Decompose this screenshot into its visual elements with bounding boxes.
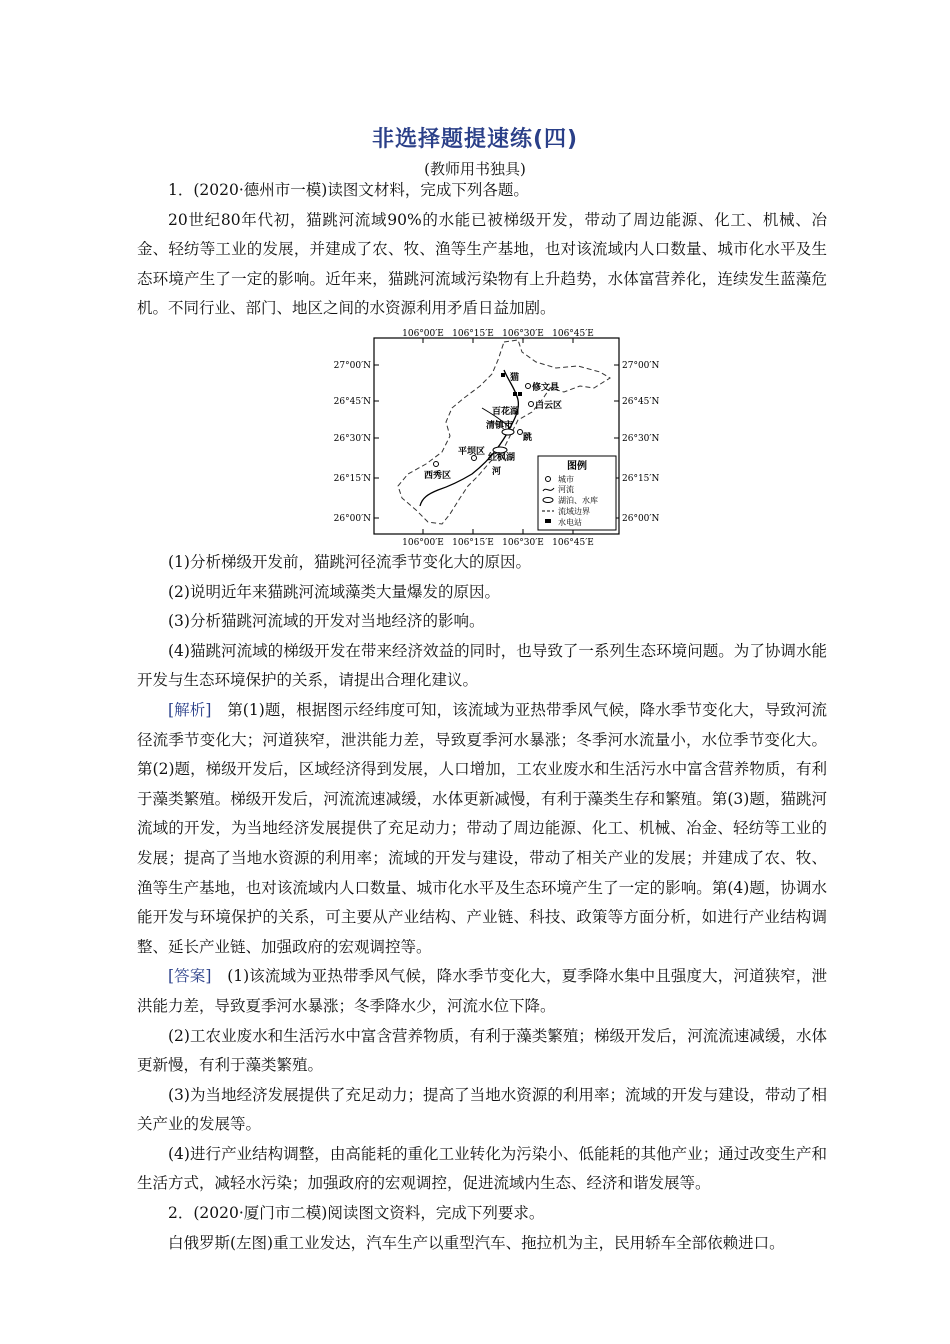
legend-lake-symbol [543, 498, 553, 503]
lat-right-label: 27°00′N [622, 361, 660, 371]
lon-bottom-label: 106°30′E [502, 538, 544, 548]
place-label: 西秀区 [424, 471, 452, 481]
place-label: 百花湖 [492, 407, 520, 417]
lon-top-label: 106°30′E [502, 329, 544, 339]
q2-heading: 2．(2020·厦门市二模)阅读图文资料，完成下列要求。 [168, 1204, 545, 1223]
lat-left-label: 26°45′N [333, 397, 371, 407]
q2-material: 白俄罗斯(左图)重工业发达，汽车生产以重型汽车、拖拉机为主，民用轿车全部依赖进口。 [168, 1233, 785, 1252]
q1-heading: 1．(2020·德州市一模)读图文材料，完成下列各题。 [168, 181, 529, 199]
question-item: (3)分析猫跳河流域的开发对当地经济的影响。 [168, 612, 485, 631]
legend-item: 河流 [558, 485, 574, 494]
place-label: 平坝区 [458, 447, 486, 457]
q1-intro-block [137, 176, 827, 324]
place-label: 跳 [523, 433, 533, 443]
hydro-station [513, 392, 517, 396]
map-legend [538, 456, 616, 530]
hydro-station [518, 392, 522, 396]
hydro-station [501, 373, 505, 377]
answer-item: (3)为当地经济发展提供了充足动力；提高了当地水资源的利用率；流域的开发与建设，带动了相关产业的发展等。 [137, 1085, 827, 1134]
answer-label: [答案] [168, 967, 212, 986]
legend-item: 城市 [558, 475, 574, 484]
legend-city-symbol [546, 477, 551, 482]
basin-map [332, 328, 672, 548]
lat-right-label: 26°45′N [622, 397, 660, 407]
analysis-text: 第(1)题，根据图示经纬度可知，该流域为亚热带季风气候，降水季节变化大，导致河流径流季节变化大；河道狭窄，泄洪能力差，导致夏季河水暴涨；冬季河水流量小，水位季节变化大。第(2)题，梯级开发后，区域经济得到发展，人口增加，工农业废水和生活污水中富含营养物质，有利于藻类繁殖。梯级开发后，河流流速减缓，水体更新减慢，有利于藻类生存和繁殖。第(3)题，猫跳河流域的开发，为当地经济发展提供了充足动力；带动了周边能源、化工、机械、冶金、轻纺等工业的发展；提高了当地水资源的利用率；流域的开发与建设，带动了相关产业的发展；并建成了农、牧、渔等生产基地，也对该流域内人口数量、城市化水平及生态环境产生了一定的影响。第(4)题，协调水能开发与环境保护的关系，可主要从产业结构、产业链、科技、政策等方面分析，如进行产业结构调整、延长产业链、加强政府的宏观调控等。 [137, 700, 827, 956]
legend-item: 流域边界 [558, 507, 590, 516]
analysis-paragraph [137, 696, 827, 962]
lon-bottom-label: 106°15′E [452, 538, 494, 548]
place-label: 清镇市 [486, 421, 514, 431]
answer-text: (1)该流域为亚热带季风气候，降水季节变化大，夏季降水集中且强度大，河道狭窄，泄洪能力差，导致夏季河水暴涨；冬季降水少，河流水位下降。 [137, 967, 827, 1015]
lon-top-label: 106°15′E [452, 329, 494, 339]
page-subtitle: (教师用书独具) [424, 160, 526, 178]
page-title: 非选择题提速练(四) [371, 127, 579, 152]
place-label: 白云区 [535, 401, 563, 411]
place-label: 河 [492, 467, 502, 477]
answer-item: (4)进行产业结构调整，由高能耗的重化工业转化为污染小、低能耗的其他产业；通过改变生产和生活方式，减轻水污染；加强政府的宏观调控，促进流域内生态、经济和谐发展等。 [137, 1144, 827, 1193]
place-label: 红枫湖 [488, 453, 516, 463]
place-label: 猫 [510, 373, 520, 383]
legend-hydro-symbol [545, 519, 551, 523]
answer-paragraph [137, 962, 827, 1021]
question-item: (4)猫跳河流域的梯级开发在带来经济效益的同时，也导致了一系列生态环境问题。为了协调水能开发与生态环境保护的关系，请提出合理化建议。 [137, 641, 827, 690]
lat-right-label: 26°15′N [622, 474, 660, 484]
q1-material: 20世纪80年代初，猫跳河流域90%的水能已被梯级开发，带动了周边能源、化工、机械、冶金、轻纺等工业的发展，并建成了农、牧、渔等生产基地，也对该流域内人口数量、城市化水平及生态环境产生了一定的影响。近年来，猫跳河流域污染物有上升趋势，水体富营养化，连续发生蓝藻危机。不同行业、部门、地区之间的水资源利用矛盾日益加剧。 [137, 210, 827, 318]
legend-title: 图例 [567, 461, 587, 472]
legend-item: 水电站 [558, 518, 582, 527]
question-item: (2)说明近年来猫跳河流域藻类大量爆发的原因。 [168, 582, 500, 601]
lat-left-label: 27°00′N [333, 361, 371, 371]
answer-item: (2)工农业废水和生活污水中富含营养物质，有利于藻类繁殖；梯级开发后，河流流速减缓，水体更新慢，有利于藻类繁殖。 [137, 1026, 827, 1075]
lat-right-label: 26°30′N [622, 434, 660, 444]
lon-top-label: 106°45′E [552, 329, 594, 339]
question-item: (1)分析梯级开发前，猫跳河径流季节变化大的原因。 [168, 553, 531, 571]
q1-body [137, 548, 827, 1258]
lat-right-label: 26°00′N [622, 514, 660, 524]
place-label: 修文县 [532, 383, 560, 393]
lon-bottom-label: 106°00′E [402, 538, 444, 548]
legend-item: 湖泊、水库 [558, 496, 598, 505]
lon-top-label: 106°00′E [402, 329, 444, 339]
lon-bottom-label: 106°45′E [552, 538, 594, 548]
lat-left-label: 26°00′N [333, 514, 371, 524]
analysis-label: [解析] [168, 700, 212, 719]
lat-left-label: 26°15′N [333, 474, 371, 484]
lat-left-label: 26°30′N [333, 434, 371, 444]
